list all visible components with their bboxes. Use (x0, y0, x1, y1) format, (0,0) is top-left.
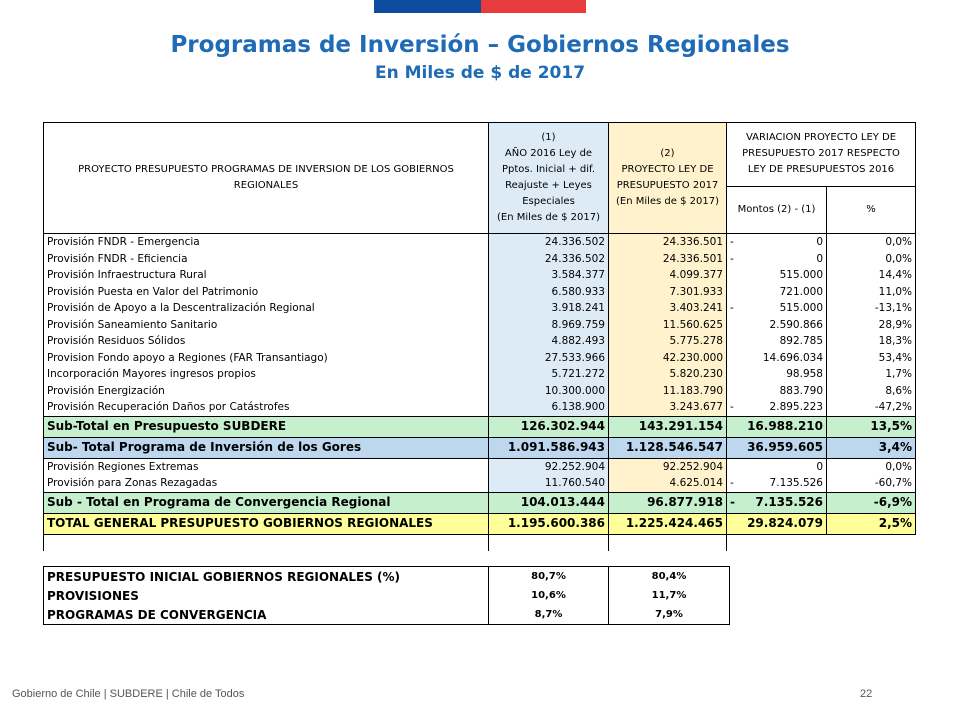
monto-cell (727, 399, 827, 416)
row-label: Provisión Saneamiento Sanitario (44, 317, 489, 334)
summary-label: PRESUPUESTO INICIAL GOBIERNOS REGIONALES (%) (44, 567, 489, 587)
value-2016: 24.336.502 (489, 251, 609, 268)
pct-value: 8,6% (827, 383, 916, 400)
monto-value: 0 (816, 460, 823, 473)
value-2017: 4.625.014 (609, 475, 727, 492)
row-label: Provision Fondo apoyo a Regiones (FAR Transantiago) (44, 350, 489, 367)
header-col1: (1) AÑO 2016 Ley de Pptos. Inicial + dif. Reajuste + Leyes Especiales (En Miles de $ 2017) (489, 123, 609, 234)
flag-blue-stripe (374, 0, 481, 13)
sign: - (730, 236, 734, 249)
row-label: Sub- Total Programa de Inversión de los Gores (44, 437, 489, 458)
value-2016: 6.580.933 (489, 284, 609, 301)
sign: - (730, 302, 734, 315)
pct-value: 18,3% (827, 333, 916, 350)
monto-cell (727, 383, 827, 400)
value-2016: 1.091.586.943 (489, 437, 609, 458)
table-row (44, 300, 916, 317)
sign: - (730, 477, 734, 490)
footer-text: Gobierno de Chile | SUBDERE | Chile de Todos (12, 688, 245, 700)
table-row (44, 399, 916, 416)
table-row (44, 267, 916, 284)
value-2016: 11.760.540 (489, 475, 609, 492)
monto-value: 2.590.866 (769, 318, 823, 331)
value-2016: 10.300.000 (489, 383, 609, 400)
pct-value: -6,9% (827, 492, 916, 513)
value-2016: 6.138.900 (489, 399, 609, 416)
monto-value: 0 (816, 252, 823, 265)
pct-value: 1,7% (827, 366, 916, 383)
pct-value: 11,0% (827, 284, 916, 301)
value-2016: 27.533.966 (489, 350, 609, 367)
monto-value: 29.824.079 (747, 516, 823, 530)
monto-value: 36.959.605 (747, 440, 823, 454)
value-2016: 104.013.444 (489, 492, 609, 513)
table-row (44, 475, 916, 492)
value-2017: 24.336.501 (609, 251, 727, 268)
sign: - (730, 495, 735, 509)
value-2016: 8.969.759 (489, 317, 609, 334)
summary-table (43, 566, 730, 625)
monto-value: 2.895.223 (769, 401, 823, 414)
value-2016: 24.336.502 (489, 234, 609, 251)
pct-value: 28,9% (827, 317, 916, 334)
summary-row (44, 605, 730, 625)
row-label: Sub-Total en Presupuesto SUBDERE (44, 416, 489, 437)
row-label: Provisión Puesta en Valor del Patrimonio (44, 284, 489, 301)
pct-value: 0,0% (827, 251, 916, 268)
pct-value: 2,5% (827, 513, 916, 534)
header-variacion: VARIACION PROYECTO LEY DE PRESUPUESTO 2017 RESPECTO LEY DE PRESUPUESTOS 2016 (727, 123, 916, 187)
value-2017: 3.243.677 (609, 399, 727, 416)
row-label: Provisión FNDR - Emergencia (44, 234, 489, 251)
pct-value: -13,1% (827, 300, 916, 317)
monto-value: 16.988.210 (747, 419, 823, 433)
summary-value-2016: 8,7% (489, 605, 609, 625)
value-2016: 3.584.377 (489, 267, 609, 284)
monto-cell (727, 492, 827, 513)
pct-value: -47,2% (827, 399, 916, 416)
table-row (44, 317, 916, 334)
value-2016: 5.721.272 (489, 366, 609, 383)
pct-value: 13,5% (827, 416, 916, 437)
row-label: Provisión Residuos Sólidos (44, 333, 489, 350)
summary-value-2017: 11,7% (609, 586, 730, 605)
value-2016: 1.195.600.386 (489, 513, 609, 534)
header-col2: (2) PROYECTO LEY DE PRESUPUESTO 2017 (En Miles de $ 2017) (609, 123, 727, 234)
monto-cell (727, 300, 827, 317)
table-row (44, 383, 916, 400)
header-pct: % (827, 186, 916, 233)
monto-value: 515.000 (779, 302, 823, 315)
monto-cell (727, 437, 827, 458)
row-label: Sub - Total en Programa de Convergencia Regional (44, 492, 489, 513)
value-2017: 11.183.790 (609, 383, 727, 400)
table-row (44, 333, 916, 350)
flag-red-stripe (481, 0, 586, 13)
row-label: Provisión Infraestructura Rural (44, 267, 489, 284)
value-2017: 7.301.933 (609, 284, 727, 301)
monto-cell (727, 475, 827, 492)
table-row (44, 284, 916, 301)
monto-cell (727, 350, 827, 367)
table-row (44, 251, 916, 268)
pct-value: 3,4% (827, 437, 916, 458)
value-2016: 4.882.493 (489, 333, 609, 350)
monto-value: 883.790 (779, 384, 823, 397)
monto-value: 7.135.526 (769, 477, 823, 490)
subtotal-gores-row (44, 437, 916, 458)
table-row (44, 350, 916, 367)
page-title: Programas de Inversión – Gobiernos Regionales (170, 32, 790, 58)
value-2017: 143.291.154 (609, 416, 727, 437)
value-2017: 5.775.278 (609, 333, 727, 350)
table-row (44, 366, 916, 383)
monto-value: 515.000 (779, 269, 823, 282)
total-general-row (44, 513, 916, 534)
summary-value-2017: 80,4% (609, 567, 730, 587)
monto-value: 14.696.034 (762, 351, 823, 364)
value-2017: 1.225.424.465 (609, 513, 727, 534)
subtotal-subdere-row (44, 416, 916, 437)
value-2017: 96.877.918 (609, 492, 727, 513)
monto-cell (727, 267, 827, 284)
pct-value: 53,4% (827, 350, 916, 367)
monto-cell (727, 366, 827, 383)
page-number: 22 (860, 688, 873, 700)
row-label: Provisión para Zonas Rezagadas (44, 475, 489, 492)
value-2017: 42.230.000 (609, 350, 727, 367)
monto-value: 721.000 (779, 285, 823, 298)
monto-cell (727, 234, 827, 251)
monto-value: 98.958 (786, 368, 823, 381)
value-2017: 5.820.230 (609, 366, 727, 383)
monto-value: 892.785 (779, 335, 823, 348)
header-montos: Montos (2) - (1) (727, 186, 827, 233)
row-label: Incorporación Mayores ingresos propios (44, 366, 489, 383)
value-2016: 126.302.944 (489, 416, 609, 437)
summary-value-2017: 7,9% (609, 605, 730, 625)
subtotal-convergencia-row (44, 492, 916, 513)
summary-row (44, 586, 730, 605)
monto-value: 0 (816, 236, 823, 249)
table-row (44, 458, 916, 475)
row-label: Provisión de Apoyo a la Descentralización Regional (44, 300, 489, 317)
value-2017: 4.099.377 (609, 267, 727, 284)
header-program-cell: PROYECTO PRESUPUESTO PROGRAMAS DE INVERSION DE LOS GOBIERNOS REGIONALES (44, 123, 489, 234)
table-row (44, 234, 916, 251)
summary-row (44, 567, 730, 587)
monto-cell (727, 416, 827, 437)
table-header-row (44, 123, 916, 187)
monto-cell (727, 284, 827, 301)
monto-cell (727, 513, 827, 534)
pct-value: 14,4% (827, 267, 916, 284)
pct-value: 0,0% (827, 458, 916, 475)
value-2016: 3.918.241 (489, 300, 609, 317)
value-2016: 92.252.904 (489, 458, 609, 475)
value-2017: 11.560.625 (609, 317, 727, 334)
budget-table (43, 122, 916, 551)
value-2017: 3.403.241 (609, 300, 727, 317)
value-2017: 92.252.904 (609, 458, 727, 475)
monto-cell (727, 251, 827, 268)
row-label: Provisión FNDR - Eficiencia (44, 251, 489, 268)
monto-cell (727, 317, 827, 334)
sign: - (730, 252, 734, 265)
summary-value-2016: 10,6% (489, 586, 609, 605)
monto-value: 7.135.526 (755, 495, 823, 509)
sign: - (730, 401, 734, 414)
value-2017: 1.128.546.547 (609, 437, 727, 458)
summary-label: PROVISIONES (44, 586, 489, 605)
value-2017: 24.336.501 (609, 234, 727, 251)
pct-value: 0,0% (827, 234, 916, 251)
summary-value-2016: 80,7% (489, 567, 609, 587)
monto-cell (727, 458, 827, 475)
row-label: Provisión Energización (44, 383, 489, 400)
row-label: Provisión Regiones Extremas (44, 458, 489, 475)
pct-value: -60,7% (827, 475, 916, 492)
row-label: TOTAL GENERAL PRESUPUESTO GOBIERNOS REGIONALES (44, 513, 489, 534)
page-subtitle: En Miles de $ de 2017 (374, 63, 586, 83)
monto-cell (727, 333, 827, 350)
row-label: Provisión Recuperación Daños por Catástrofes (44, 399, 489, 416)
summary-label: PROGRAMAS DE CONVERGENCIA (44, 605, 489, 625)
